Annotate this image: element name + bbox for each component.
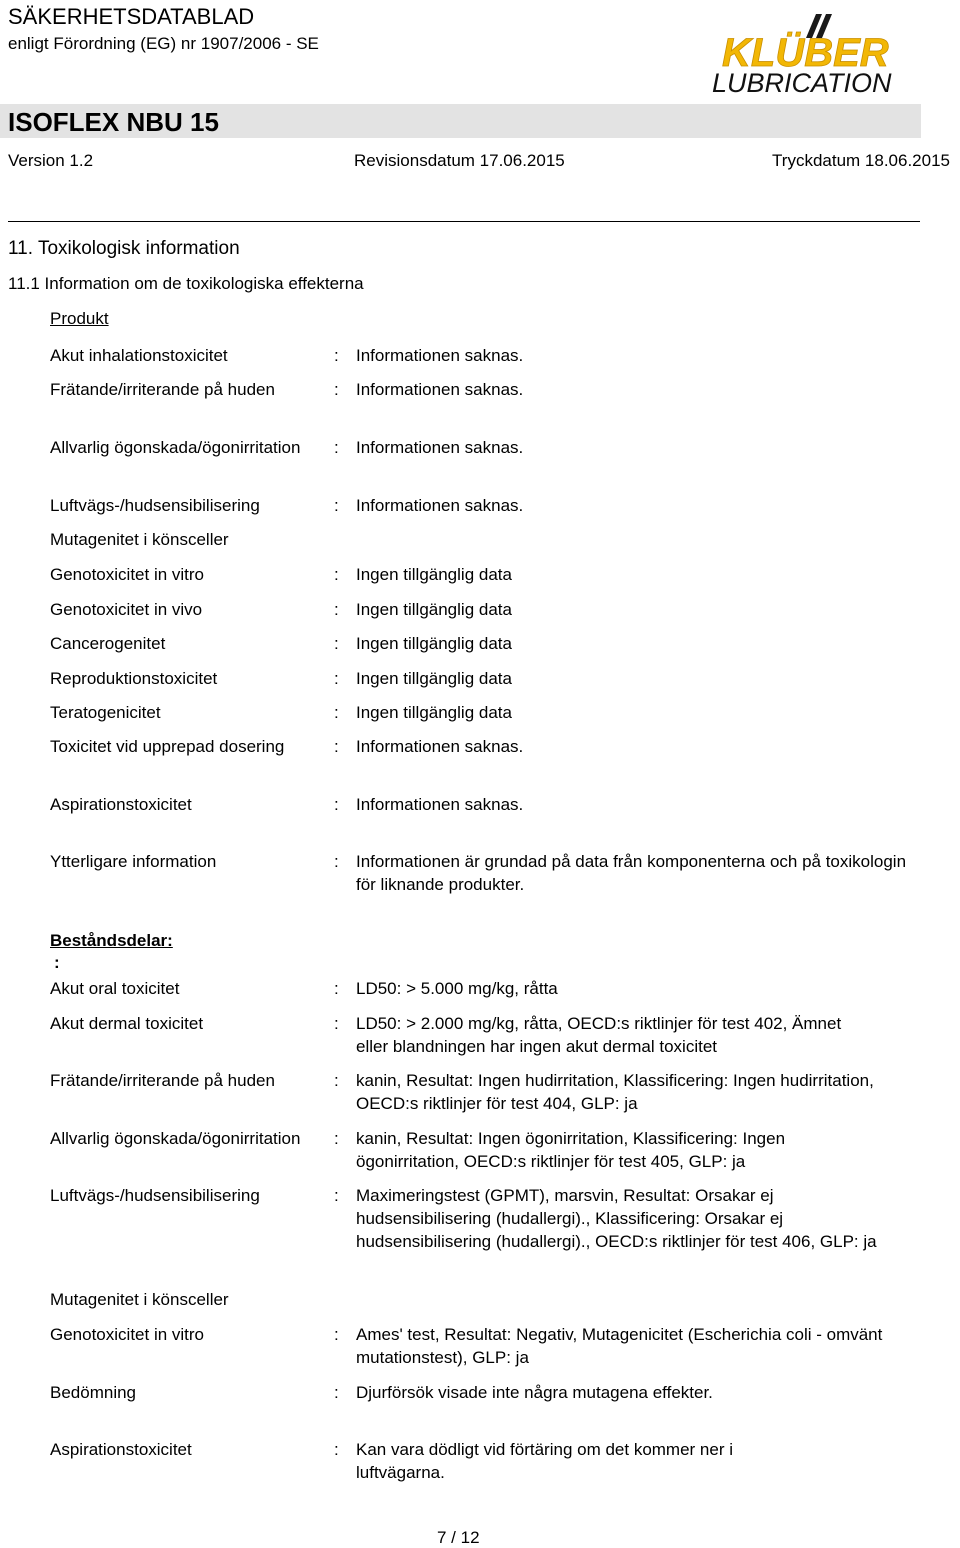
row-colon: : (334, 634, 339, 653)
row-colon: : (334, 1014, 339, 1033)
revision-date: Revisionsdatum 17.06.2015 (354, 151, 565, 170)
row-value: Maximeringstest (GPMT), marsvin, Resultat: Orsakar ej hudsensibilisering (hudallergi)., Klassificering: Orsakar ej hudsensibilisering (hudallergi)., OECD:s riktlinjer för test 406, GLP: ja (356, 1186, 877, 1251)
row-colon: : (334, 1071, 339, 1090)
row-label: Luftvägs-/hudsensibilisering (50, 1186, 260, 1205)
row-label: Cancerogenitet (50, 634, 166, 653)
row-value: Informationen saknas. (356, 380, 524, 399)
row-label: Allvarlig ögonskada/ögonirritation (50, 1129, 301, 1148)
row-value: kanin, Resultat: Ingen hudirritation, Klassificering: Ingen hudirritation, OECD:s riktlinjer för test 404, GLP: ja (356, 1071, 874, 1113)
row-colon: : (334, 565, 339, 584)
row-value: Informationen saknas. (356, 346, 524, 365)
row-value: LD50: > 2.000 mg/kg, råtta, OECD:s riktlinjer för test 402, Ämnet eller blandningen har ingen akut dermal toxicitet (356, 1014, 842, 1056)
product-name: ISOFLEX NBU 15 (8, 107, 219, 137)
row-colon: : (334, 1325, 339, 1344)
row-label: Toxicitet vid upprepad dosering (50, 737, 285, 756)
row-value: Informationen saknas. (356, 795, 524, 814)
header-divider (8, 221, 920, 222)
product-heading: Produkt (50, 309, 109, 328)
subsection-title: 11.1 Information om de toxikologiska effekterna (8, 274, 364, 293)
row-label: Reproduktionstoxicitet (50, 669, 218, 688)
row-value: Ingen tillgänglig data (356, 634, 512, 653)
row-label: Akut inhalationstoxicitet (50, 346, 228, 365)
row-colon: : (334, 1129, 339, 1148)
row-colon: : (334, 1186, 339, 1205)
row-value: Informationen är grundad på data från komponenterna och på toxikologin för liknande produkter. (356, 852, 907, 894)
row-value: Informationen saknas. (356, 496, 524, 515)
kluber-lubrication-logo (708, 10, 948, 96)
row-colon: : (334, 1383, 339, 1402)
components-heading-colon: : (54, 953, 60, 972)
row-value: Djurförsök visade inte några mutagena effekter. (356, 1383, 713, 1402)
row-colon: : (334, 600, 339, 619)
row-label: Mutagenitet i könsceller (50, 530, 229, 549)
print-date: Tryckdatum 18.06.2015 (772, 151, 950, 170)
row-colon: : (334, 703, 339, 722)
row-label: Bedömning (50, 1383, 137, 1402)
row-colon: : (334, 380, 339, 399)
logo-lubrication: LUBRICATION (712, 68, 892, 96)
row-colon: : (334, 1440, 339, 1459)
row-value: Informationen saknas. (356, 438, 524, 457)
row-label: Luftvägs-/hudsensibilisering (50, 496, 260, 515)
row-colon: : (334, 852, 339, 871)
page-number: 7 / 12 (437, 1528, 480, 1547)
row-value: Ingen tillgänglig data (356, 565, 512, 584)
row-label: Mutagenitet i könsceller (50, 1290, 229, 1309)
row-value: Ames' test, Resultat: Negativ, Mutagenicitet (Escherichia coli - omvänt mutationstest), GLP: ja (356, 1325, 883, 1367)
row-value: Informationen saknas. (356, 737, 524, 756)
row-label: Genotoxicitet in vitro (50, 565, 205, 584)
row-label: Allvarlig ögonskada/ögonirritation (50, 438, 301, 457)
document-subtitle: enligt Förordning (EG) nr 1907/2006 - SE (8, 34, 319, 53)
components-heading: Beståndsdelar: (50, 931, 173, 950)
row-label: Frätande/irriterande på huden (50, 380, 275, 399)
document-title: SÄKERHETSDATABLAD (8, 4, 255, 29)
row-label: Genotoxicitet in vivo (50, 600, 203, 619)
row-colon: : (334, 669, 339, 688)
row-value: Ingen tillgänglig data (356, 669, 512, 688)
row-label: Teratogenicitet (50, 703, 161, 722)
row-colon: : (334, 795, 339, 814)
logo-kluber: KLÜBER (722, 31, 889, 75)
row-label: Ytterligare information (50, 852, 217, 871)
row-label: Frätande/irriterande på huden (50, 1071, 275, 1090)
row-colon: : (334, 737, 339, 756)
row-label: Akut dermal toxicitet (50, 1014, 204, 1033)
row-value: LD50: > 5.000 mg/kg, råtta (356, 979, 558, 998)
row-value: kanin, Resultat: Ingen ögonirritation, Klassificering: Ingen ögonirritation, OECD:s riktlinjer för test 405, GLP: ja (356, 1129, 786, 1171)
version-label: Version 1.2 (8, 151, 94, 170)
row-value: Ingen tillgänglig data (356, 703, 512, 722)
row-label: Aspirationstoxicitet (50, 795, 192, 814)
row-colon: : (334, 438, 339, 457)
row-colon: : (334, 979, 339, 998)
row-label: Aspirationstoxicitet (50, 1440, 192, 1459)
section-title: 11. Toxikologisk information (8, 238, 240, 259)
row-label: Akut oral toxicitet (50, 979, 180, 998)
row-value: Kan vara dödligt vid förtäring om det kommer ner i luftvägarna. (356, 1440, 734, 1482)
row-colon: : (334, 496, 339, 515)
row-colon: : (334, 346, 339, 365)
row-value: Ingen tillgänglig data (356, 600, 512, 619)
row-label: Genotoxicitet in vitro (50, 1325, 205, 1344)
